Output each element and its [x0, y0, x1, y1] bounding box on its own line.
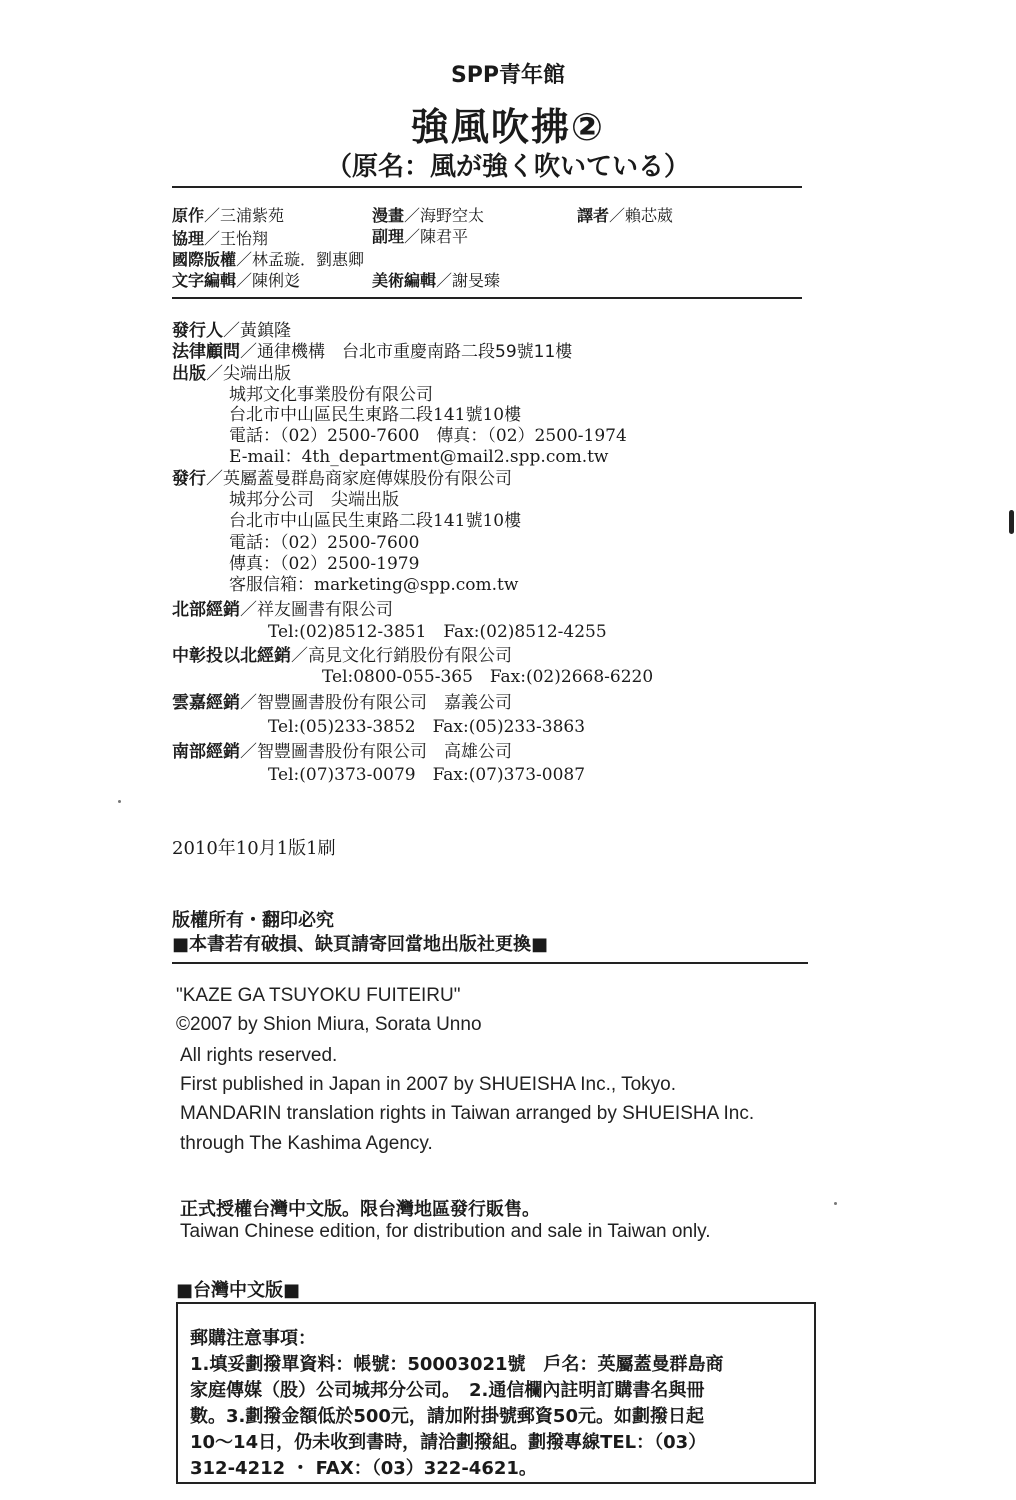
publisher-label: 出版／尖端出版	[172, 364, 291, 384]
credit-name: 賴芯葳	[625, 206, 674, 225]
regional-chiayi: 雲嘉經銷／智豐圖書股份有限公司 嘉義公司	[172, 693, 512, 713]
field-label: 北部經銷	[172, 600, 240, 620]
distributor-service-email: 客服信箱：marketing@spp.com.tw	[229, 575, 519, 595]
credit-label: 副理	[372, 227, 405, 246]
edition-date: 2010年10月1版1刷	[172, 838, 336, 859]
divider-top	[172, 186, 802, 188]
field-value: 高見文化行銷股份有限公司	[308, 646, 512, 666]
scan-speck	[834, 1202, 837, 1205]
regional-central-contact: Tel:0800-055-365 Fax:(02)2668-6220	[322, 667, 654, 687]
field-label: 發行	[172, 469, 206, 489]
regional-south: 南部經銷／智豐圖書股份有限公司 高雄公司	[172, 742, 512, 762]
publisher-email: E-mail：4th_department@mail2.spp.com.tw	[229, 447, 609, 467]
authorized-edition-zh: 正式授權台灣中文版。限台灣地區發行販售。	[180, 1199, 540, 1220]
regional-central: 中彰投以北經銷／高見文化行銷股份有限公司	[172, 646, 512, 666]
regional-chiayi-contact: Tel:(05)233-3852 Fax:(05)233-3863	[268, 717, 586, 737]
field-value: 黃鎮隆	[240, 321, 291, 341]
credit-label: 國際版權	[172, 250, 237, 269]
scan-speck	[118, 800, 121, 803]
distributor-branch: 城邦分公司 尖端出版	[229, 490, 399, 510]
credit-label: 原作	[172, 206, 205, 225]
english-line: All rights reserved.	[180, 1045, 338, 1066]
field-value: 智豐圖書股份有限公司 嘉義公司	[257, 693, 512, 713]
credit-name: 陳君平	[420, 227, 469, 246]
field-value: 智豐圖書股份有限公司 高雄公司	[257, 742, 512, 762]
english-line: MANDARIN translation rights in Taiwan arranged by SHUEISHA Inc.	[180, 1103, 755, 1124]
credit-deputy-manager: 副理／陳君平	[372, 227, 469, 246]
credit-name: 海野空太	[420, 206, 485, 225]
book-title: 強風吹拂②	[410, 105, 606, 149]
rights-notice: 版權所有・翻印必究	[172, 910, 334, 931]
field-value: 祥友圖書有限公司	[257, 600, 393, 620]
english-line: ©2007 by Shion Miura, Sorata Unno	[176, 1014, 482, 1035]
regional-north-contact: Tel:(02)8512-3851 Fax:(02)8512-4255	[268, 622, 607, 642]
regional-north: 北部經銷／祥友圖書有限公司	[172, 600, 393, 620]
field-label: 發行人	[172, 321, 223, 341]
credit-text-editor: 文字編輯／陳俐彣	[172, 271, 301, 290]
publisher-company: 城邦文化事業股份有限公司	[229, 385, 433, 405]
distributor-label: 發行／英屬蓋曼群島商家庭傳媒股份有限公司	[172, 469, 512, 489]
publisher-address: 台北市中山區民生東路二段141號10樓	[229, 405, 522, 425]
taiwan-edition-label: ■台灣中文版■	[176, 1280, 301, 1301]
field-value: 英屬蓋曼群島商家庭傳媒股份有限公司	[223, 469, 512, 489]
credit-name: 王怡翔	[220, 229, 269, 248]
series-name: SPP青年館	[450, 63, 566, 88]
mail-order-line: 數。3.劃撥金額低於500元，請加附掛號郵資50元。如劃撥日起	[190, 1406, 704, 1427]
credit-translator: 譯者／賴芯葳	[577, 206, 674, 225]
credit-art-editor: 美術編輯／謝旻臻	[372, 271, 501, 290]
scan-mark	[1009, 510, 1014, 534]
field-value: 尖端出版	[223, 364, 291, 384]
mail-order-line: 家庭傳媒（股）公司城邦分公司。 2.通信欄內註明訂購書名與冊	[190, 1380, 705, 1401]
credit-label: 譯者	[577, 206, 610, 225]
credit-label: 漫畫	[372, 206, 405, 225]
regional-south-contact: Tel:(07)373-0079 Fax:(07)373-0087	[268, 765, 586, 785]
credit-international-rights: 國際版權／林孟璇．劉惠卿	[172, 250, 365, 269]
credit-name: 陳俐彣	[252, 271, 301, 290]
field-label: 雲嘉經銷	[172, 693, 240, 713]
mail-order-line: 312-4212 ・ FAX：（03）322-4621。	[190, 1458, 537, 1479]
english-line: "KAZE GA TSUYOKU FUITEIRU"	[176, 985, 461, 1006]
credit-associate-manager: 協理／王怡翔	[172, 229, 269, 248]
original-title: （原名：風が強く吹いている）	[325, 152, 690, 182]
mail-order-line: 1.填妥劃撥單資料：帳號：50003021號 戶名：英屬蓋曼群島商	[190, 1354, 724, 1375]
credit-name: 林孟璇．劉惠卿	[252, 250, 365, 269]
field-label: 出版	[172, 364, 206, 384]
english-line: through The Kashima Agency.	[180, 1133, 433, 1154]
field-label: 中彰投以北經銷	[172, 646, 291, 666]
distributor-phone: 電話：（02）2500-7600	[229, 533, 420, 553]
field-value: 通律機構 台北市重慶南路二段59號11樓	[257, 342, 573, 362]
field-label: 南部經銷	[172, 742, 240, 762]
credit-original-author: 原作／三浦紫苑	[172, 206, 285, 225]
distributor-address: 台北市中山區民生東路二段141號10樓	[229, 511, 522, 531]
credit-name: 謝旻臻	[452, 271, 501, 290]
field-label: 法律顧問	[172, 342, 240, 362]
divider-credits	[172, 297, 802, 299]
english-line: First published in Japan in 2007 by SHUEISHA Inc., Tokyo.	[180, 1074, 677, 1095]
credit-label: 文字編輯	[172, 271, 237, 290]
authorized-edition-en: Taiwan Chinese edition, for distribution and sale in Taiwan only.	[180, 1221, 711, 1242]
credit-manga-artist: 漫畫／海野空太	[372, 206, 485, 225]
mail-order-box	[176, 1302, 816, 1484]
publisher-phone-fax: 電話：（02）2500-7600 傳真：（02）2500-1974	[229, 426, 627, 446]
credit-label: 協理	[172, 229, 205, 248]
damage-notice: ■本書若有破損、缺頁請寄回當地出版社更換■	[172, 934, 549, 955]
mail-order-line: 10～14日，仍未收到書時，請洽劃撥組。劃撥專線TEL：（03）	[190, 1432, 707, 1453]
distributor-fax: 傳真：（02）2500-1979	[229, 554, 420, 574]
mail-order-title: 郵購注意事項：	[190, 1328, 316, 1349]
publisher-person: 發行人／黃鎮隆	[172, 321, 291, 341]
credit-label: 美術編輯	[372, 271, 437, 290]
divider-rights	[172, 962, 808, 964]
legal-counsel: 法律顧問／通律機構 台北市重慶南路二段59號11樓	[172, 342, 573, 362]
credit-name: 三浦紫苑	[220, 206, 285, 225]
